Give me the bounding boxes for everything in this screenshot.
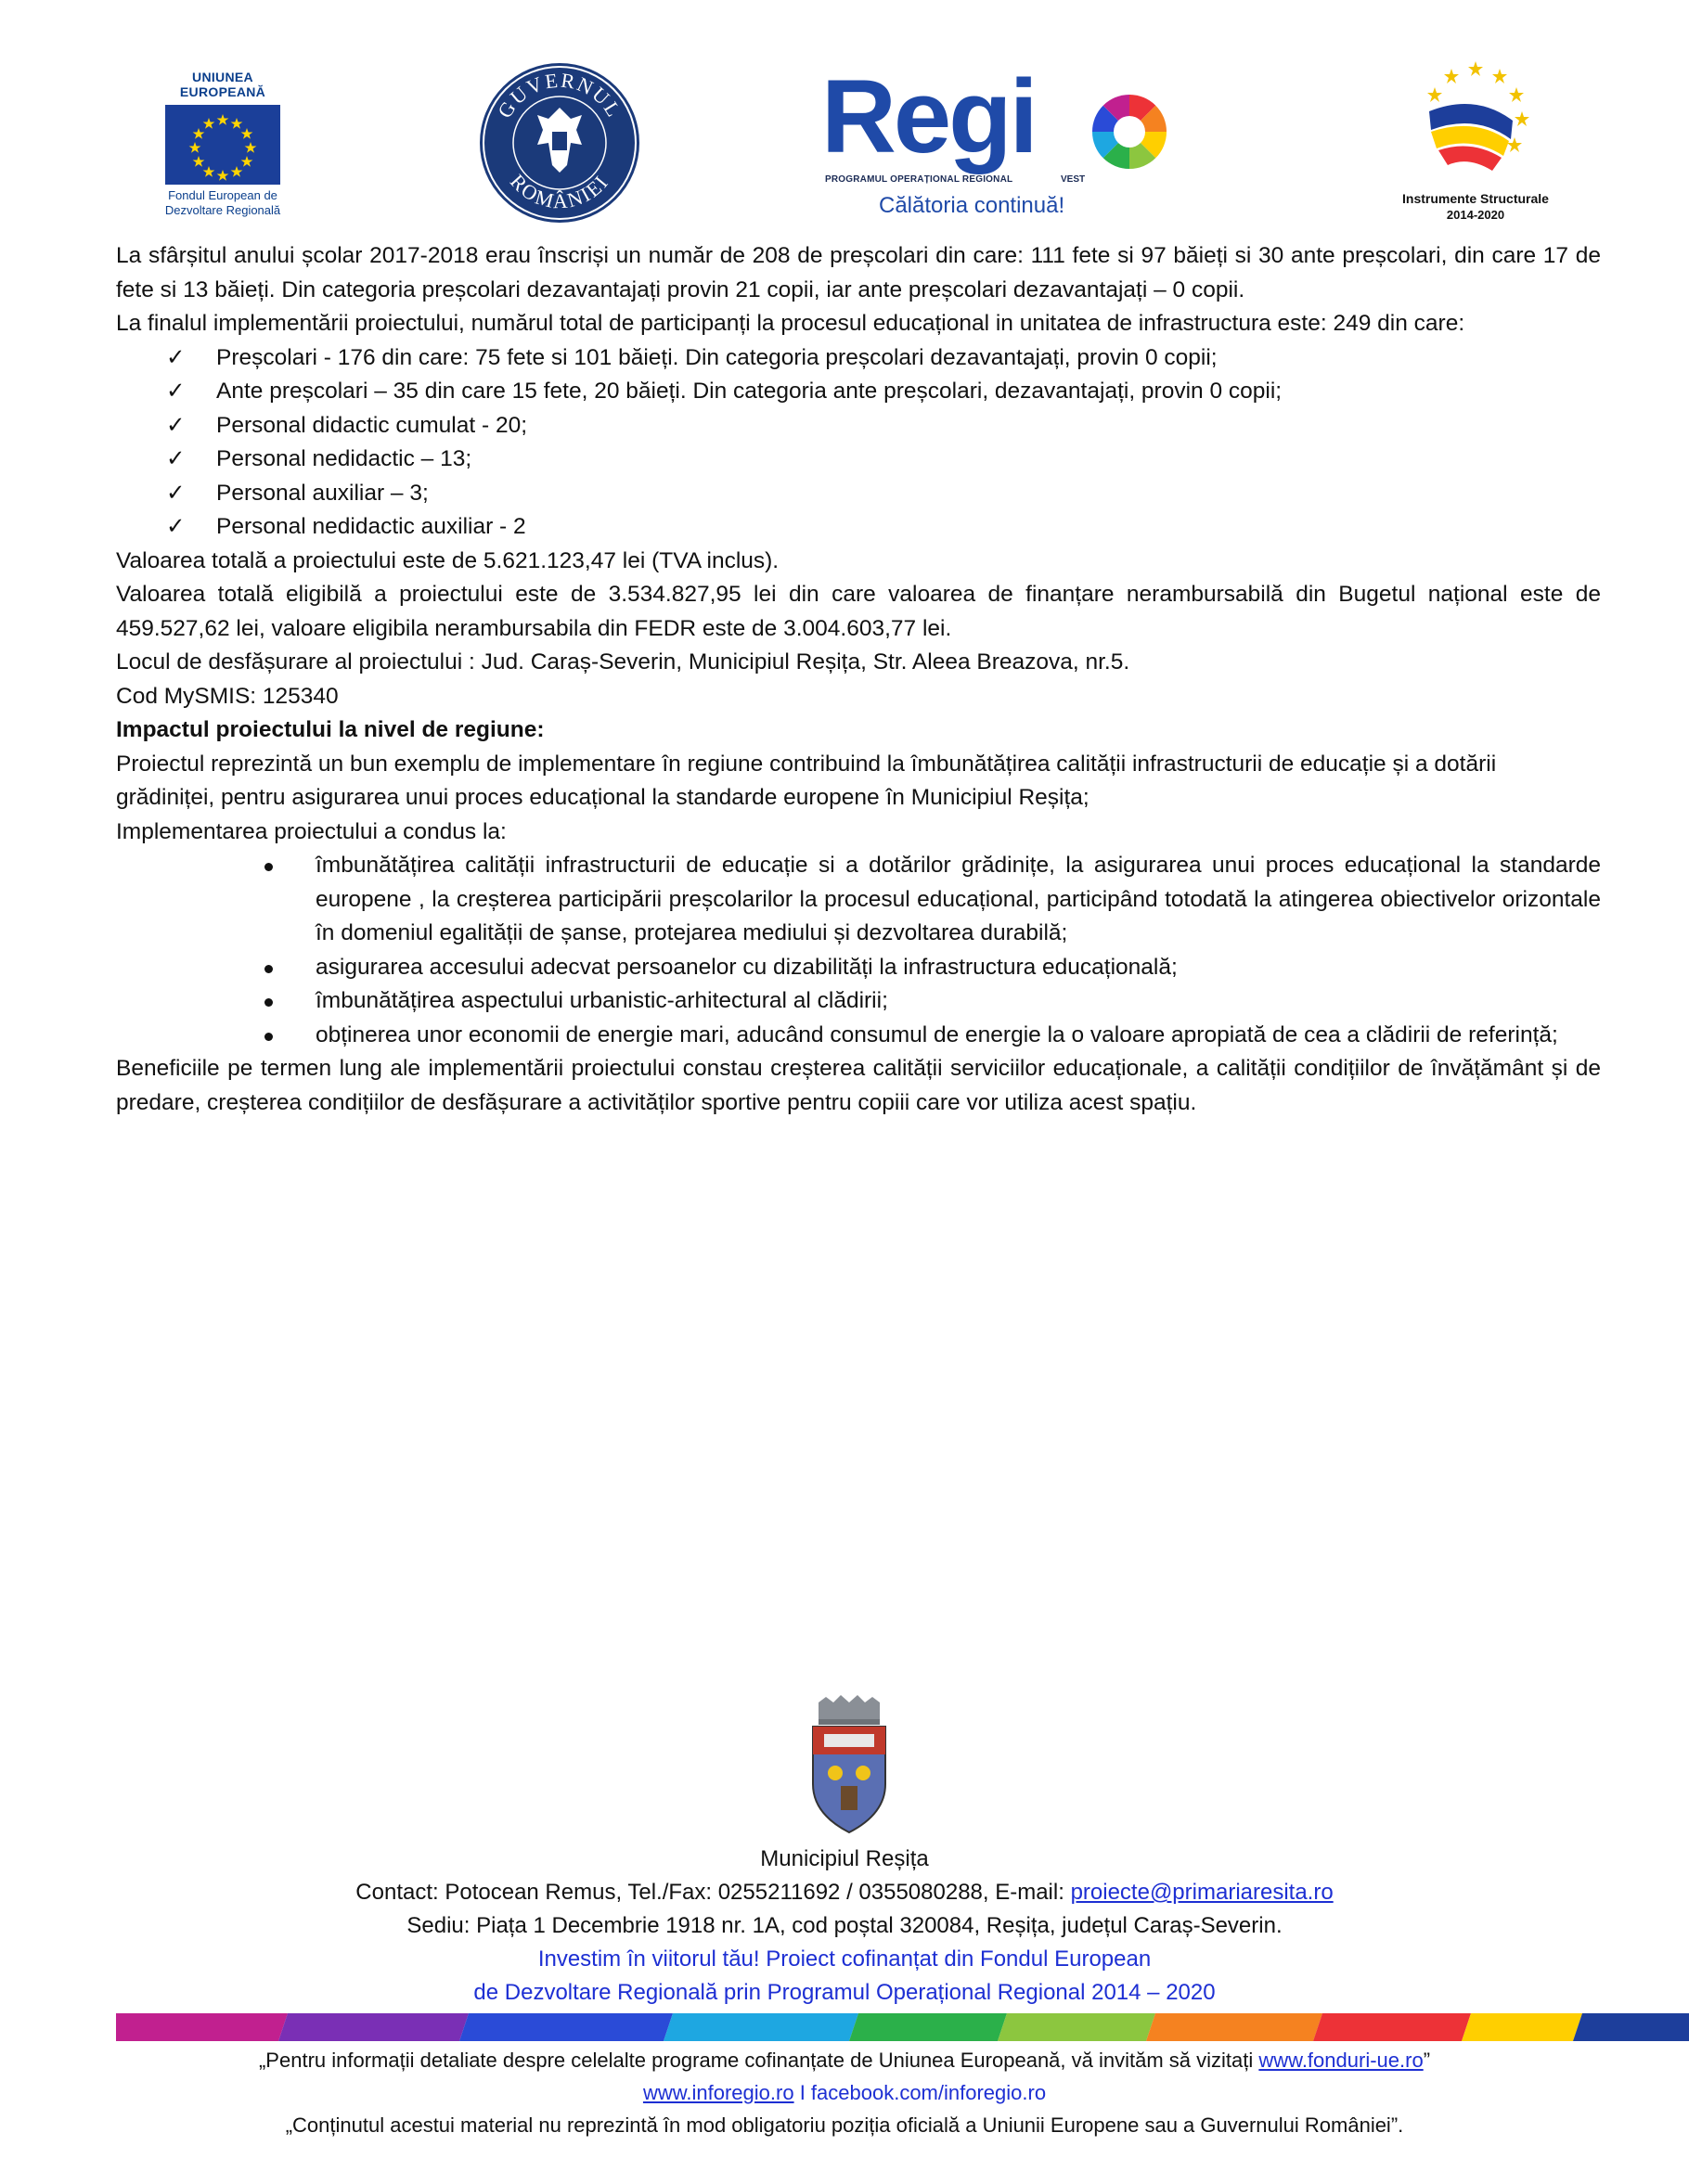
bullet-dot-icon: [264, 1033, 273, 1041]
paragraph-impact: Proiectul reprezintă un bun exemplu de implementare în regiune contribuind la îmbunătățirea calității infrastructurii de educație și a dotării grădiniței, pentru asigurarea unui proces educațional la standarde europene în Municipiul Reșița;: [116, 751, 1497, 810]
footer-info-note: [0, 2047, 1689, 2075]
regio-program-label: PROGRAMUL OPERAȚIONAL REGIONAL: [825, 174, 1013, 185]
bullet-item: [116, 951, 1601, 985]
coat-of-arms-icon: [806, 1693, 893, 1845]
checklist-item-text: Personal auxiliar – 3;: [216, 480, 429, 506]
instrumente-structurale-title: Instrumente Structurale: [1402, 191, 1549, 206]
footer-funding-line-1: Investim în viitorul tău! Proiect cofinanțat din Fondul European: [537, 1946, 1152, 1972]
government-seal-bottom-text: ROMÂNIEI: [505, 169, 613, 213]
footer-funding-line-2: de Dezvoltare Regională prin Programul Operațional Regional 2014 – 2020: [473, 1980, 1216, 2005]
paragraph-implementation: Implementarea proiectului a condus la:: [116, 818, 507, 844]
paragraph-mysmis-code: Cod MySMIS: 125340: [116, 683, 339, 709]
checklist-item: [116, 510, 1601, 545]
regio-slogan: Călătoria continuă!: [879, 193, 1065, 218]
eu-logo: [148, 70, 297, 218]
instrumente-structurale-emblem-icon: [1411, 56, 1541, 186]
inforegio-link[interactable]: www.inforegio.ro: [642, 2081, 794, 2104]
footer-info-text: „Pentru informații detaliate despre celelalte programe cofinanțate de Uniunea Europeană, vă invităm să vizitați: [258, 2049, 1259, 2072]
eu-flag-icon: [165, 105, 280, 185]
checklist-item: [116, 409, 1601, 443]
paragraph-eligible-value: Valoarea totală eligibilă a proiectului este de 3.534.827,95 lei din care valoarea de finanțare nerambursabilă din Bugetul național este de 459.527,62 lei, valoare eligibila nerambursabila din FEDR este de 3.004.603,77 lei.: [116, 582, 1601, 641]
eu-logo-subtitle-1: Fondul European de: [168, 188, 277, 202]
regio-region-label: VEST: [1061, 174, 1086, 185]
footer-disclaimer: „Conținutul acestui material nu reprezintă în mod obligatoriu poziția oficială a Uniunii Europene sau a Guvernului României”.: [285, 2113, 1404, 2137]
paragraph-total-value: Valoarea totală a proiectului este de 5.621.123,47 lei (TVA inclus).: [116, 547, 780, 573]
resita-coat-of-arms-logo: [806, 1693, 893, 1845]
checkmark-icon: ✓: [166, 514, 186, 539]
paragraph-benefits: Beneficiile pe termen lung ale implementării proiectului constau creșterea calității serviciilor educaționale, a calității condițiilor de învățământ și de predare, creșterea condițiilor de desfășurare a activităților sportive pentru copiii care vor utiliza acest spațiu.: [116, 1056, 1601, 1115]
checklist-item-text: Preșcolari - 176 din care: 75 fete si 101 băieți. Din categoria preșcolari dezavantajați, provin 0 copii;: [216, 344, 1218, 370]
checkmark-icon: ✓: [166, 480, 186, 506]
bullet-item: [116, 849, 1601, 951]
government-seal-icon: [478, 61, 641, 225]
bullet-item-text: îmbunătățirea aspectului urbanistic-arhitectural al clădirii;: [316, 988, 888, 1013]
checklist-item: [116, 477, 1601, 511]
bullet-item-text: asigurarea accesului adecvat persoanelor cu dizabilități la infrastructura educațională;: [316, 954, 1178, 980]
checklist-item-text: Personal didactic cumulat - 20;: [216, 412, 527, 438]
participants-checklist: [116, 341, 1601, 545]
footer-info-suffix: ”: [1423, 2049, 1431, 2072]
checkmark-icon: ✓: [166, 344, 186, 370]
checklist-item: [116, 341, 1601, 376]
bullet-item-text: obținerea unor economii de energie mari, aducând consumul de energie la o valoare apropiată de cea a clădirii de referință;: [316, 1021, 1558, 1047]
regio-wordmark: Regi: [821, 58, 1036, 174]
document-body: [116, 239, 1601, 1120]
checklist-item: [116, 443, 1601, 477]
header-logos: [0, 56, 1689, 232]
checkmark-icon: ✓: [166, 412, 186, 438]
footer-contact-text: Contact: Potocean Remus, Tel./Fax: 0255211692 / 0355080288, E-mail:: [355, 1880, 1071, 1905]
eu-stars-icon: [165, 105, 280, 185]
bullet-item-text: îmbunătățirea calității infrastructurii de educație si a dotărilor grădinițe, la asigurarea unui proces educațional la standarde europene , la creșterea participării preșcolarilor la procesul educațional, participând totodată la atingerea obiectivelor orizontale în domeniul egalității de șanse, protejarea mediului și dezvoltarea durabilă;: [316, 853, 1601, 945]
instrumente-structurale-years: 2014-2020: [1446, 208, 1505, 222]
checklist-item-text: Personal nedidactic auxiliar - 2: [216, 514, 526, 539]
paragraph-participants: La finalul implementării proiectului, numărul total de participanți la procesul educațional in unitatea de infrastructura este: 249 din care:: [116, 311, 1465, 336]
bullet-item: [116, 1019, 1601, 1053]
checklist-item-text: Personal nedidactic – 13;: [216, 446, 472, 471]
eu-logo-title: UNIUNEA EUROPEANĂ: [179, 70, 266, 99]
facebook-link[interactable]: facebook.com/inforegio.ro: [810, 2081, 1047, 2104]
footer-email-link[interactable]: proiecte@primariaresita.ro: [1070, 1880, 1334, 1905]
regio-color-wheel-icon: [1090, 93, 1168, 171]
footer-inforegio: [0, 2079, 1689, 2107]
fonduri-ue-link[interactable]: www.fonduri-ue.ro: [1258, 2049, 1424, 2072]
paragraph-enrollment: La sfârșitul anului școlar 2017-2018 erau înscriși un număr de 208 de preșcolari din care: 111 fete si 97 băieți si 30 ante preșcolari, din care 17 de fete si 13 băieți. Din categoria preșcolari dezavantajați provin 21 copii, iar ante preșcolari dezavantajați – 0 copii.: [116, 243, 1601, 302]
checklist-item: [116, 375, 1601, 409]
government-seal-top-text: GUVERNUL: [493, 68, 627, 122]
bullet-dot-icon: [264, 863, 273, 871]
instrumente-structurale-logo: [1373, 56, 1578, 232]
bullet-dot-icon: [264, 998, 273, 1007]
inforegio-separator: I: [793, 2081, 811, 2104]
footer-municipality: Municipiul Reșița: [760, 1846, 929, 1871]
footer-address: Sediu: Piața 1 Decembrie 1918 nr. 1A, cod poștal 320084, Reșița, județul Caraș-Severin.: [406, 1913, 1283, 1938]
bullet-item: [116, 984, 1601, 1019]
color-stripe-divider: [116, 2013, 1689, 2041]
bullet-dot-icon: [264, 965, 273, 973]
eu-logo-subtitle-2: Dezvoltare Regională: [164, 203, 281, 217]
government-seal-logo: [478, 61, 641, 225]
paragraph-location: Locul de desfășurare al proiectului : Jud. Caraș-Severin, Municipiul Reșița, Str. Aleea Breazova, nr.5.: [116, 649, 1130, 674]
checkmark-icon: ✓: [166, 446, 186, 471]
checkmark-icon: ✓: [166, 379, 186, 404]
results-bullet-list: [116, 849, 1601, 1052]
footer-contact: [0, 1878, 1689, 1908]
regio-logo: [821, 58, 1174, 223]
section-heading-impact: Impactul proiectului la nivel de regiune:: [116, 717, 545, 742]
checklist-item-text: Ante preșcolari – 35 din care 15 fete, 20 băieți. Din categoria ante preșcolari, dezavantajați, provin 0 copii;: [216, 379, 1283, 404]
